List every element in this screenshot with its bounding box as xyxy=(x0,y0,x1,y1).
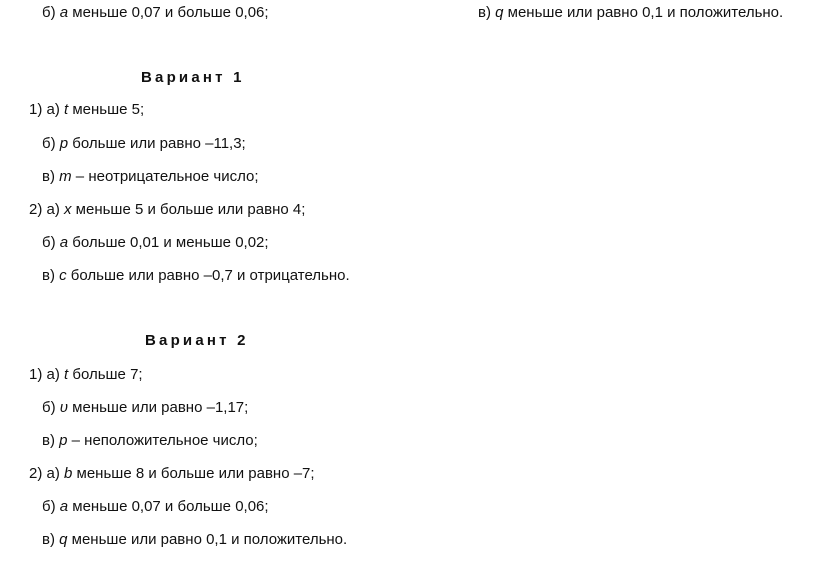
item-text: меньше 0,07 и больше 0,06; xyxy=(68,4,269,21)
item-prefix: б) xyxy=(42,399,60,416)
variant-2-item-2b xyxy=(42,498,269,516)
variant-1-item-2v xyxy=(42,267,350,285)
variable: a xyxy=(59,498,69,515)
variant-2-item-1b xyxy=(42,399,248,417)
item-text: – неположительное число; xyxy=(67,432,258,449)
item-prefix: 2) а) xyxy=(29,201,65,218)
item-text: меньше или равно 0,1 и положительно. xyxy=(503,4,784,21)
item-text: больше 0,01 и меньше 0,02; xyxy=(68,234,269,251)
item-prefix: б) xyxy=(42,234,60,251)
item-text: больше 7; xyxy=(68,366,143,383)
variable: q xyxy=(59,531,68,548)
variable: υ xyxy=(59,399,69,416)
item-prefix: б) xyxy=(42,498,60,515)
variant-1-item-1a xyxy=(29,101,144,119)
variable: t xyxy=(64,101,69,118)
variable: p xyxy=(59,135,69,152)
variant-2-item-2v xyxy=(42,531,347,549)
item-prefix: б) xyxy=(42,4,60,21)
item-text: меньше 0,07 и больше 0,06; xyxy=(68,498,269,515)
variable: p xyxy=(59,432,68,449)
item-prefix: в) xyxy=(42,267,60,284)
variant-2-title: Вариант 2 xyxy=(145,332,249,349)
variant-1-item-2a xyxy=(29,201,305,219)
variant-2-item-1a xyxy=(29,366,143,384)
item-prefix: в) xyxy=(42,168,60,185)
item-prefix: 1) а) xyxy=(29,101,65,118)
item-prefix: 2) а) xyxy=(29,465,65,482)
item-text: меньше 5 и больше или равно 4; xyxy=(71,201,306,218)
item-prefix: б) xyxy=(42,135,60,152)
item-text: больше или равно –11,3; xyxy=(68,135,246,152)
variable: m xyxy=(59,168,72,185)
variant-1-item-2b xyxy=(42,234,269,252)
variable: a xyxy=(59,4,69,21)
item-text: меньше или равно 0,1 и положительно. xyxy=(67,531,348,548)
item-prefix: в) xyxy=(42,531,60,548)
item-text: больше или равно –0,7 и отрицательно. xyxy=(66,267,350,284)
variable: b xyxy=(64,465,73,482)
variable: t xyxy=(64,366,69,383)
variant-2-item-2a xyxy=(29,465,315,483)
variant-1-item-1v xyxy=(42,168,259,186)
variable: q xyxy=(495,4,504,21)
item-text: меньше или равно –1,17; xyxy=(68,399,249,416)
item-prefix: 1) а) xyxy=(29,366,65,383)
variant-1-item-1b xyxy=(42,135,246,153)
variable: c xyxy=(59,267,67,284)
variable: a xyxy=(59,234,69,251)
variant-2-item-1v xyxy=(42,432,258,450)
item-prefix: в) xyxy=(42,432,60,449)
top-item-v xyxy=(478,4,783,22)
variant-1-title: Вариант 1 xyxy=(141,69,245,86)
top-item-b xyxy=(42,4,269,22)
variable: x xyxy=(64,201,72,218)
item-prefix: в) xyxy=(478,4,496,21)
item-text: меньше 8 и больше или равно –7; xyxy=(72,465,315,482)
item-text: – неотрицательное число; xyxy=(71,168,259,185)
item-text: меньше 5; xyxy=(68,101,145,118)
